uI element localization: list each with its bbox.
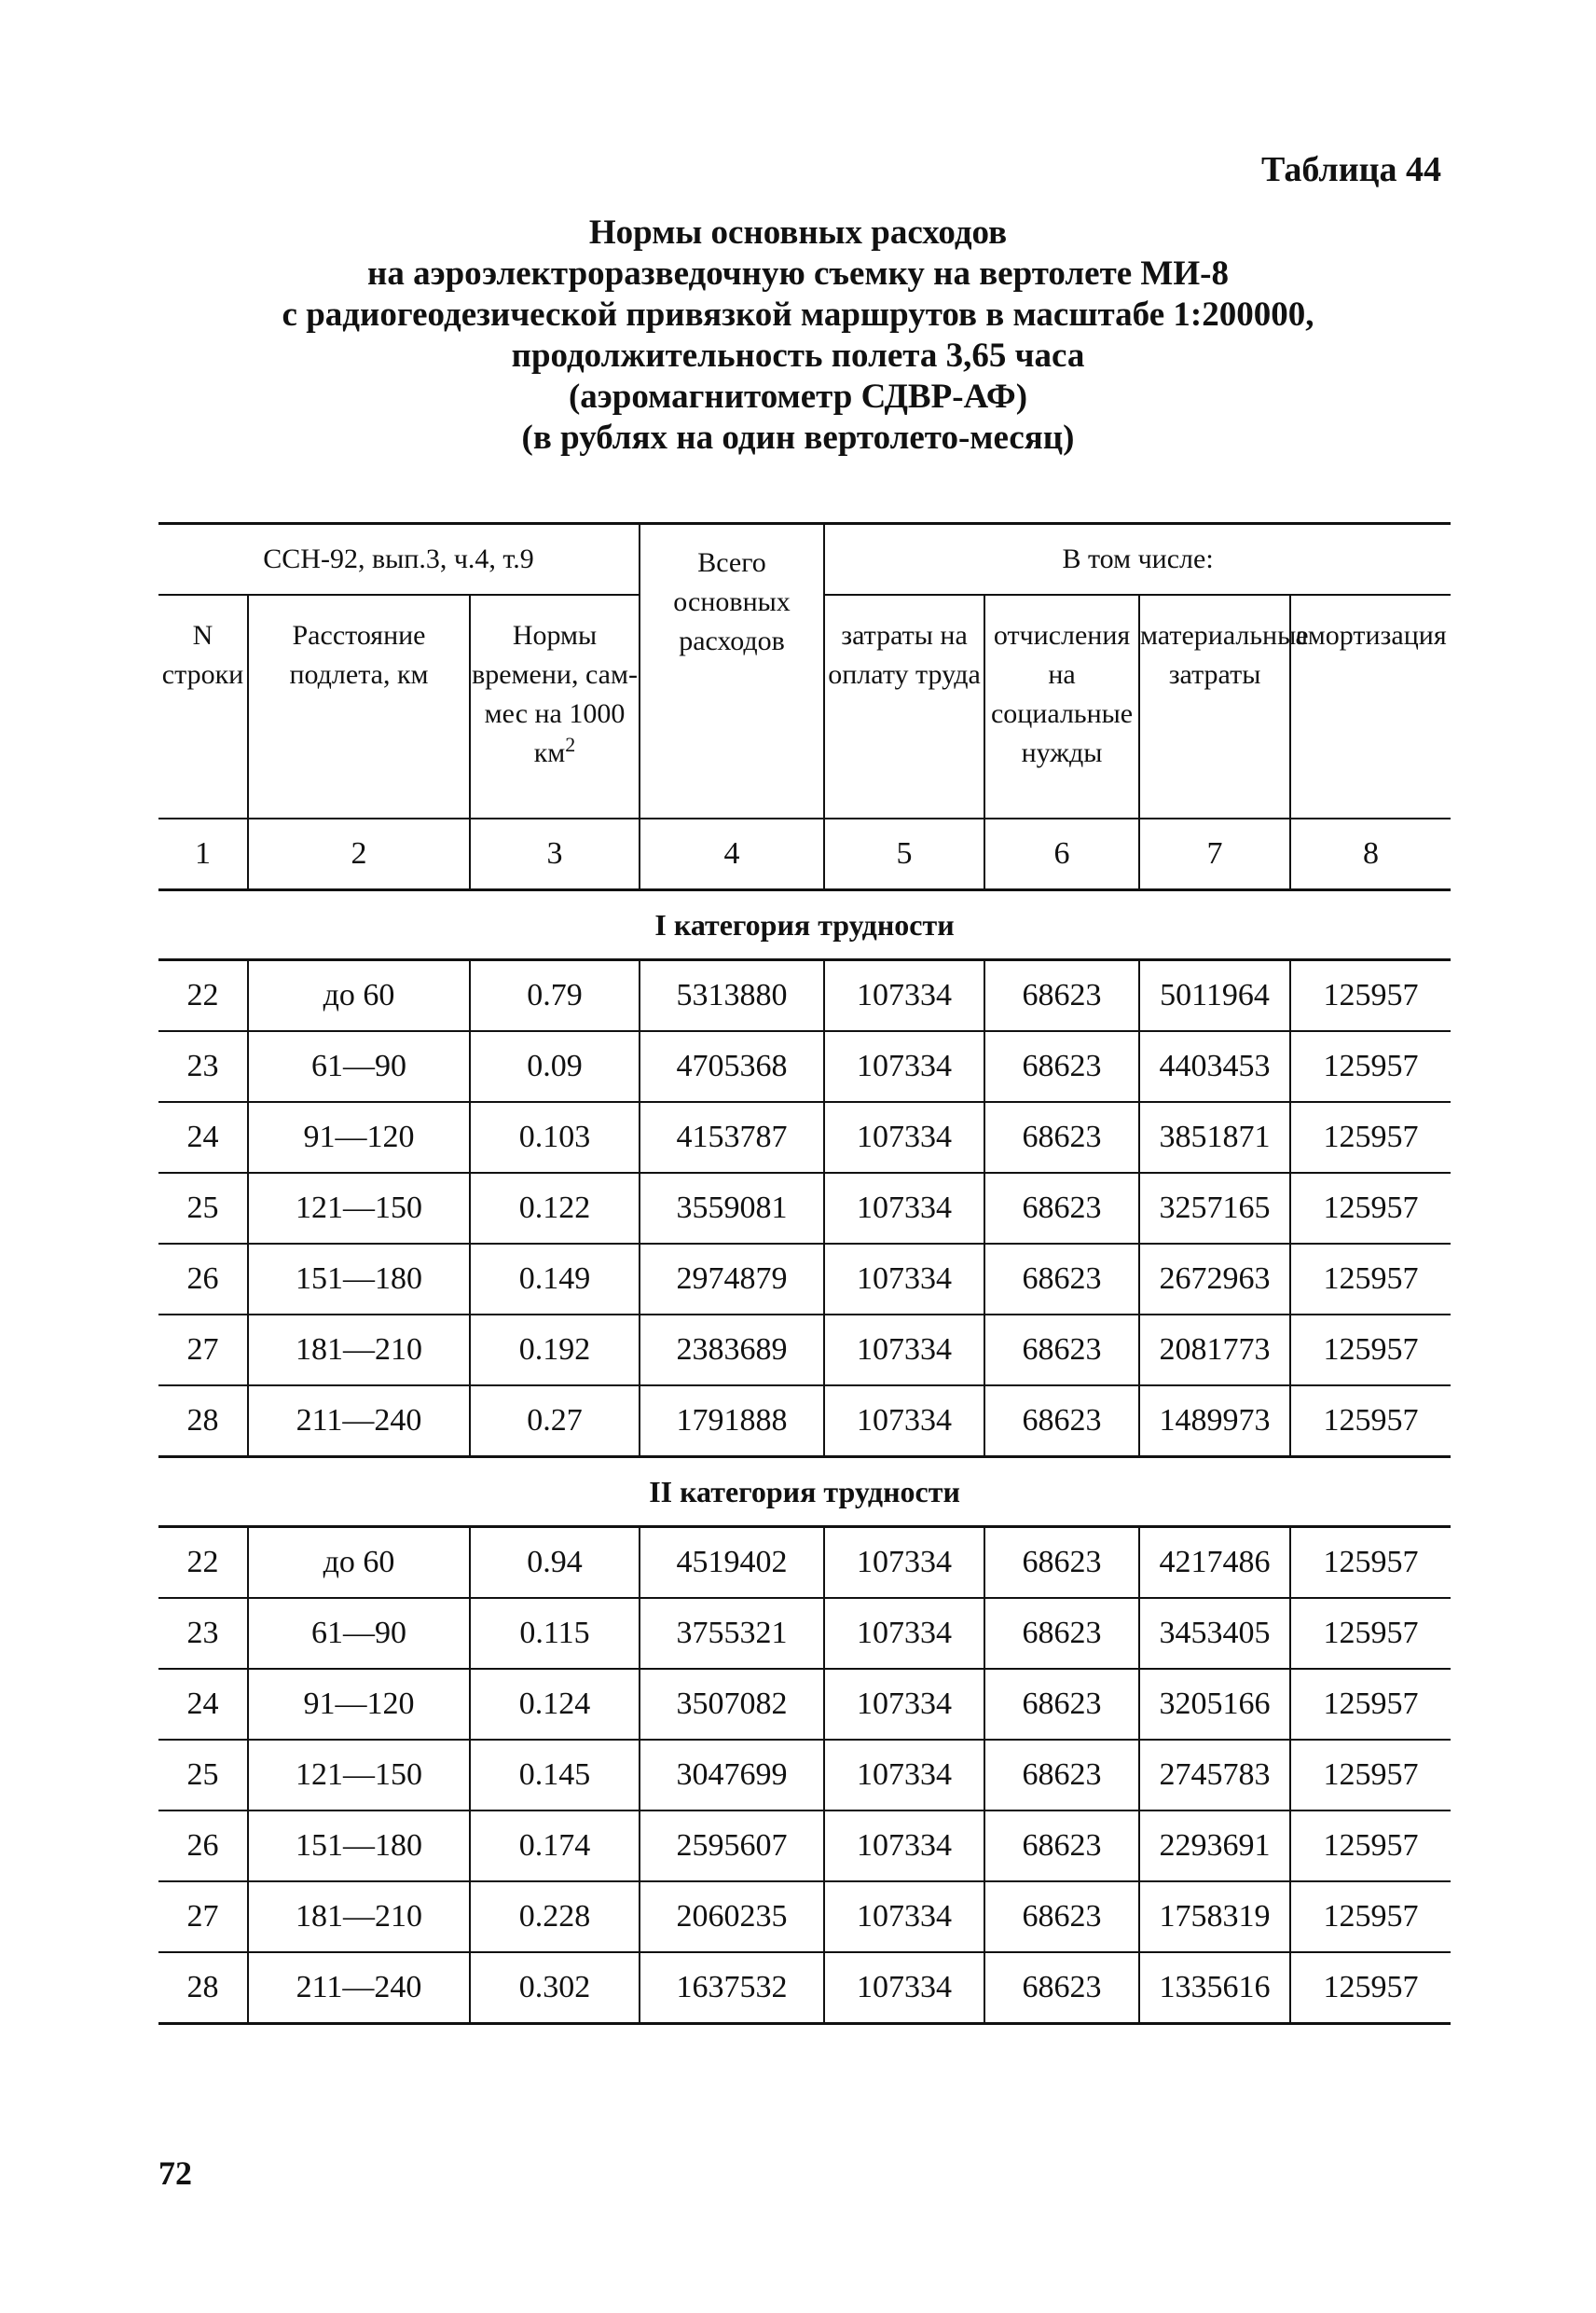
table-cell: 181—210 — [248, 1315, 470, 1385]
table-cell: 4153787 — [640, 1102, 824, 1173]
table-row — [158, 1598, 1451, 1669]
column-number: 6 — [984, 819, 1139, 890]
header-including: В том числе: — [824, 524, 1451, 596]
table-cell: 5011964 — [1139, 960, 1290, 1032]
table-cell: 2081773 — [1139, 1315, 1290, 1385]
table-cell: 0.122 — [470, 1173, 640, 1244]
norms-table — [158, 522, 1451, 2025]
header-norms — [470, 595, 640, 819]
table-cell: 68623 — [984, 1598, 1139, 1669]
table-cell: 125957 — [1290, 1527, 1451, 1599]
table-cell: 0.79 — [470, 960, 640, 1032]
table-cell: 151—180 — [248, 1244, 470, 1315]
table-cell: 2595607 — [640, 1810, 824, 1881]
table-cell: до 60 — [248, 1527, 470, 1599]
table-cell: 4519402 — [640, 1527, 824, 1599]
table-cell: 68623 — [984, 1244, 1139, 1315]
table-cell: 121—150 — [248, 1173, 470, 1244]
table-cell: 0.27 — [470, 1385, 640, 1457]
table-cell: 27 — [158, 1315, 248, 1385]
table-row — [158, 1810, 1451, 1881]
table-cell: 125957 — [1290, 1315, 1451, 1385]
column-number: 2 — [248, 819, 470, 890]
title-line: продолжительность полета 3,65 часа — [511, 337, 1085, 375]
table-cell: 3755321 — [640, 1598, 824, 1669]
table-cell: 125957 — [1290, 1669, 1451, 1740]
table-cell: 125957 — [1290, 1173, 1451, 1244]
table-cell: 0.174 — [470, 1810, 640, 1881]
header-ssn-group: ССН-92, вып.3, ч.4, т.9 — [158, 524, 640, 596]
column-number: 4 — [640, 819, 824, 890]
table-cell: 23 — [158, 1598, 248, 1669]
category-title: I категория трудности — [158, 890, 1451, 960]
column-number: 7 — [1139, 819, 1290, 890]
table-cell: 3453405 — [1139, 1598, 1290, 1669]
table-cell: 2974879 — [640, 1244, 824, 1315]
table-cell: 3507082 — [640, 1669, 824, 1740]
table-cell: 28 — [158, 1385, 248, 1457]
header-norms-text: Нормы времени, сам-мес на 1000 км — [472, 620, 638, 768]
table-row — [158, 960, 1451, 1032]
title-line: (в рублях на один вертолето-месяц) — [521, 419, 1075, 457]
header-row-number: N строки — [158, 595, 248, 819]
table-cell: 25 — [158, 1740, 248, 1810]
table-row — [158, 1669, 1451, 1740]
table-cell: 0.09 — [470, 1031, 640, 1102]
table-cell: 121—150 — [248, 1740, 470, 1810]
table-cell: 24 — [158, 1669, 248, 1740]
table-cell: 1489973 — [1139, 1385, 1290, 1457]
table-cell: 125957 — [1290, 1810, 1451, 1881]
table-cell: 107334 — [824, 1669, 984, 1740]
table-cell: 211—240 — [248, 1952, 470, 2024]
table-cell: 0.192 — [470, 1315, 640, 1385]
table-cell: 125957 — [1290, 1244, 1451, 1315]
table-cell: 68623 — [984, 1102, 1139, 1173]
table-label: Таблица 44 — [1260, 150, 1441, 189]
table-cell: 68623 — [984, 1881, 1139, 1952]
table-cell: 3047699 — [640, 1740, 824, 1810]
column-number: 5 — [824, 819, 984, 890]
table-cell: 2745783 — [1139, 1740, 1290, 1810]
category-row — [158, 890, 1451, 960]
header-distance: Расстояние подлета, км — [248, 595, 470, 819]
table-cell: 2060235 — [640, 1881, 824, 1952]
table-cell: 26 — [158, 1810, 248, 1881]
table-cell: 1335616 — [1139, 1952, 1290, 2024]
column-number: 3 — [470, 819, 640, 890]
table-row — [158, 1952, 1451, 2024]
table-cell: 1791888 — [640, 1385, 824, 1457]
table-cell: 2672963 — [1139, 1244, 1290, 1315]
header-total: Всего основных расходов — [640, 524, 824, 819]
table-cell: 0.145 — [470, 1740, 640, 1810]
table-cell: 3559081 — [640, 1173, 824, 1244]
header-labor: затраты на оплату труда — [824, 595, 984, 819]
column-number: 8 — [1290, 819, 1451, 890]
table-title — [0, 213, 1596, 459]
table-row — [158, 1527, 1451, 1599]
table-cell: 4217486 — [1139, 1527, 1290, 1599]
table-cell: 0.149 — [470, 1244, 640, 1315]
table-cell: 107334 — [824, 1881, 984, 1952]
table-cell: 68623 — [984, 1315, 1139, 1385]
table-cell: 61—90 — [248, 1031, 470, 1102]
table-cell: 0.302 — [470, 1952, 640, 2024]
table-cell: 24 — [158, 1102, 248, 1173]
table-cell: 107334 — [824, 1244, 984, 1315]
table-row — [158, 1244, 1451, 1315]
table-cell: 5313880 — [640, 960, 824, 1032]
table-cell: 125957 — [1290, 1598, 1451, 1669]
table-cell: 2383689 — [640, 1315, 824, 1385]
table-cell: 125957 — [1290, 1952, 1451, 2024]
table-cell: 68623 — [984, 1527, 1139, 1599]
title-line: Нормы основных расходов — [588, 213, 1008, 252]
header-norms-exponent: 2 — [565, 733, 576, 756]
title-line: (аэромагнитометр СДВР-АФ) — [568, 378, 1028, 416]
table-cell: до 60 — [248, 960, 470, 1032]
table-cell: 3205166 — [1139, 1669, 1290, 1740]
table-cell: 68623 — [984, 1810, 1139, 1881]
table-cell: 107334 — [824, 1315, 984, 1385]
table-row — [158, 1102, 1451, 1173]
table-cell: 68623 — [984, 1031, 1139, 1102]
table-cell: 107334 — [824, 1598, 984, 1669]
table-cell: 22 — [158, 1527, 248, 1599]
title-line: с радиогеодезической привязкой маршрутов в масштабе 1:200000, — [282, 296, 1314, 334]
table-cell: 125957 — [1290, 1385, 1451, 1457]
table-row — [158, 1740, 1451, 1810]
table-cell: 28 — [158, 1952, 248, 2024]
table-cell: 181—210 — [248, 1881, 470, 1952]
table-cell: 107334 — [824, 1527, 984, 1599]
category-row — [158, 1457, 1451, 1527]
table-cell: 25 — [158, 1173, 248, 1244]
table-cell: 107334 — [824, 960, 984, 1032]
table-cell: 68623 — [984, 1740, 1139, 1810]
table-cell: 125957 — [1290, 1031, 1451, 1102]
table-cell: 107334 — [824, 1385, 984, 1457]
table-cell: 107334 — [824, 1740, 984, 1810]
table-cell: 3257165 — [1139, 1173, 1290, 1244]
table-cell: 68623 — [984, 1173, 1139, 1244]
table-cell: 125957 — [1290, 960, 1451, 1032]
table-header — [158, 524, 1451, 890]
table-cell: 0.124 — [470, 1669, 640, 1740]
table-cell: 68623 — [984, 1952, 1139, 2024]
table-row — [158, 1031, 1451, 1102]
table-row — [158, 1315, 1451, 1385]
table-cell: 125957 — [1290, 1881, 1451, 1952]
header-amortization: амортизация — [1290, 595, 1451, 819]
table-cell: 68623 — [984, 1385, 1139, 1457]
header-social: отчисления на социальные нужды — [984, 595, 1139, 819]
norms-table-container — [158, 522, 1451, 2025]
table-cell: 0.115 — [470, 1598, 640, 1669]
column-number: 1 — [158, 819, 248, 890]
table-row — [158, 1173, 1451, 1244]
table-cell: 61—90 — [248, 1598, 470, 1669]
table-cell: 91—120 — [248, 1669, 470, 1740]
table-cell: 107334 — [824, 1952, 984, 2024]
table-cell: 0.94 — [470, 1527, 640, 1599]
column-numbers-row — [158, 819, 1451, 890]
table-cell: 211—240 — [248, 1385, 470, 1457]
table-cell: 3851871 — [1139, 1102, 1290, 1173]
table-cell: 0.228 — [470, 1881, 640, 1952]
table-cell: 91—120 — [248, 1102, 470, 1173]
table-cell: 22 — [158, 960, 248, 1032]
table-cell: 107334 — [824, 1810, 984, 1881]
table-row — [158, 1385, 1451, 1457]
table-row — [158, 1881, 1451, 1952]
table-cell: 125957 — [1290, 1102, 1451, 1173]
title-line: на аэроэлектроразведочную съемку на вертолете МИ-8 — [367, 255, 1229, 293]
table-cell: 107334 — [824, 1173, 984, 1244]
table-cell: 27 — [158, 1881, 248, 1952]
table-cell: 23 — [158, 1031, 248, 1102]
table-cell: 1758319 — [1139, 1881, 1290, 1952]
table-cell: 68623 — [984, 960, 1139, 1032]
table-cell: 0.103 — [470, 1102, 640, 1173]
table-cell: 4403453 — [1139, 1031, 1290, 1102]
category-title: II категория трудности — [158, 1457, 1451, 1527]
table-cell: 125957 — [1290, 1740, 1451, 1810]
table-cell: 1637532 — [640, 1952, 824, 2024]
table-body — [158, 890, 1451, 2024]
table-cell: 4705368 — [640, 1031, 824, 1102]
header-material: материальные затраты — [1139, 595, 1290, 819]
table-cell: 68623 — [984, 1669, 1139, 1740]
page-number: 72 — [158, 2155, 192, 2192]
table-cell: 2293691 — [1139, 1810, 1290, 1881]
table-cell: 151—180 — [248, 1810, 470, 1881]
table-cell: 107334 — [824, 1031, 984, 1102]
table-cell: 26 — [158, 1244, 248, 1315]
table-cell: 107334 — [824, 1102, 984, 1173]
